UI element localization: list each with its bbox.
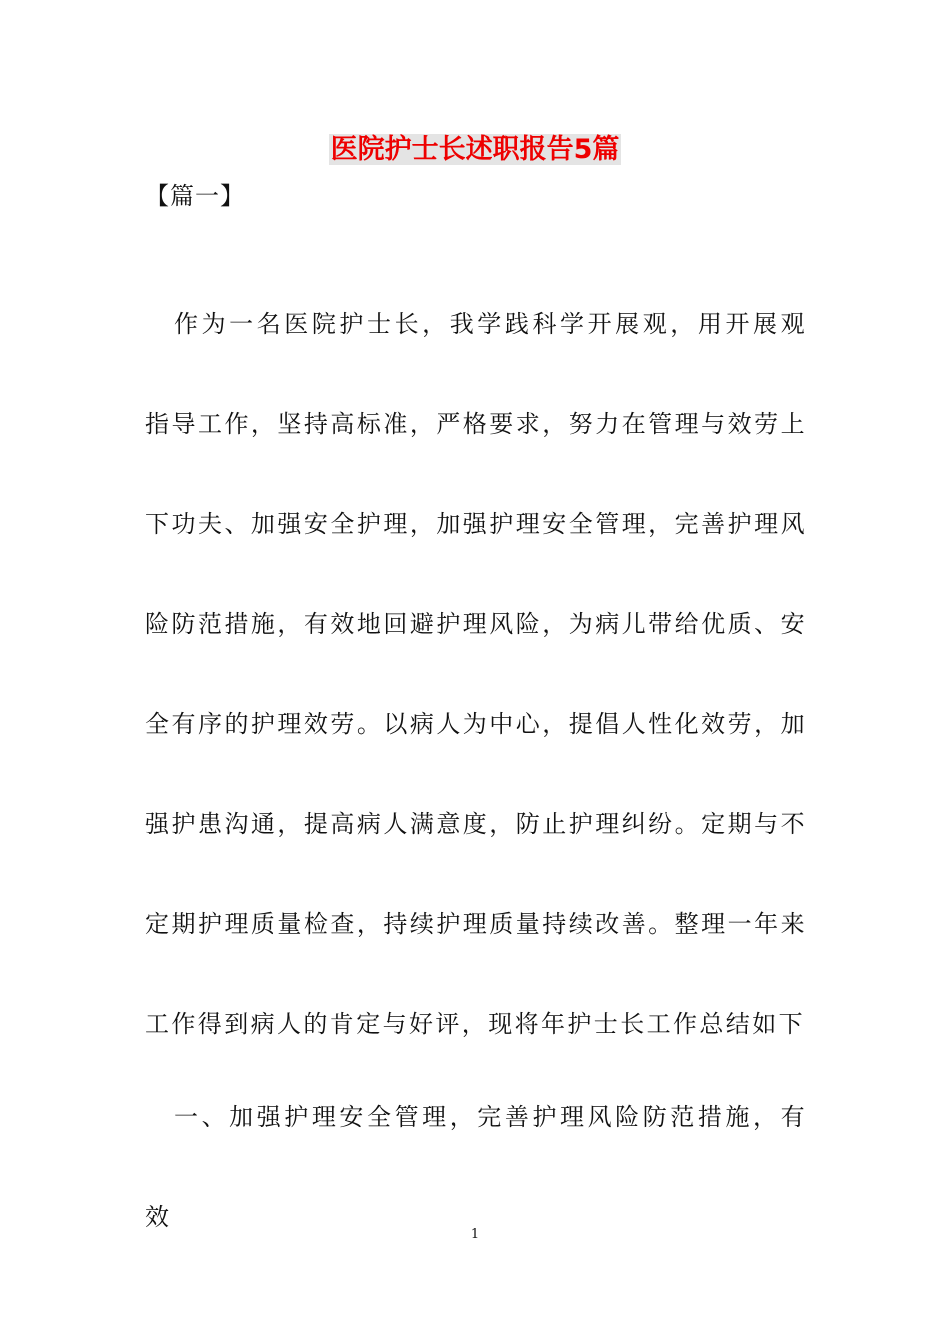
document-title (0, 132, 950, 168)
page-number: 1 (470, 1227, 480, 1242)
section-label: 【篇一】 (145, 182, 245, 210)
document-title-text: 医院护士长述职报告5篇 (330, 134, 620, 165)
body-paragraph: 作为一名医院护士长，我学践科学开展观，用开展观指导工作，坚持高标准，严格要求，努力在管理与效劳上下功夫、加强安全护理，加强护理安全管理，完善护理风险防范措施，有效地回避护理风险，为病儿带给优质、安全有序的护理效劳。以病人为中心，提倡人性化效劳，加强护患沟通，提高病人满意度，防止护理纠纷。定期与不定期护理质量检查，持续护理质量持续改善。整理一年来工作得到病人的肯定与好评，现将年护士长工作总结如下 (145, 310, 807, 1038)
body-paragraph: 一、加强护理安全管理，完善护理风险防范措施，有效 (145, 1103, 807, 1231)
